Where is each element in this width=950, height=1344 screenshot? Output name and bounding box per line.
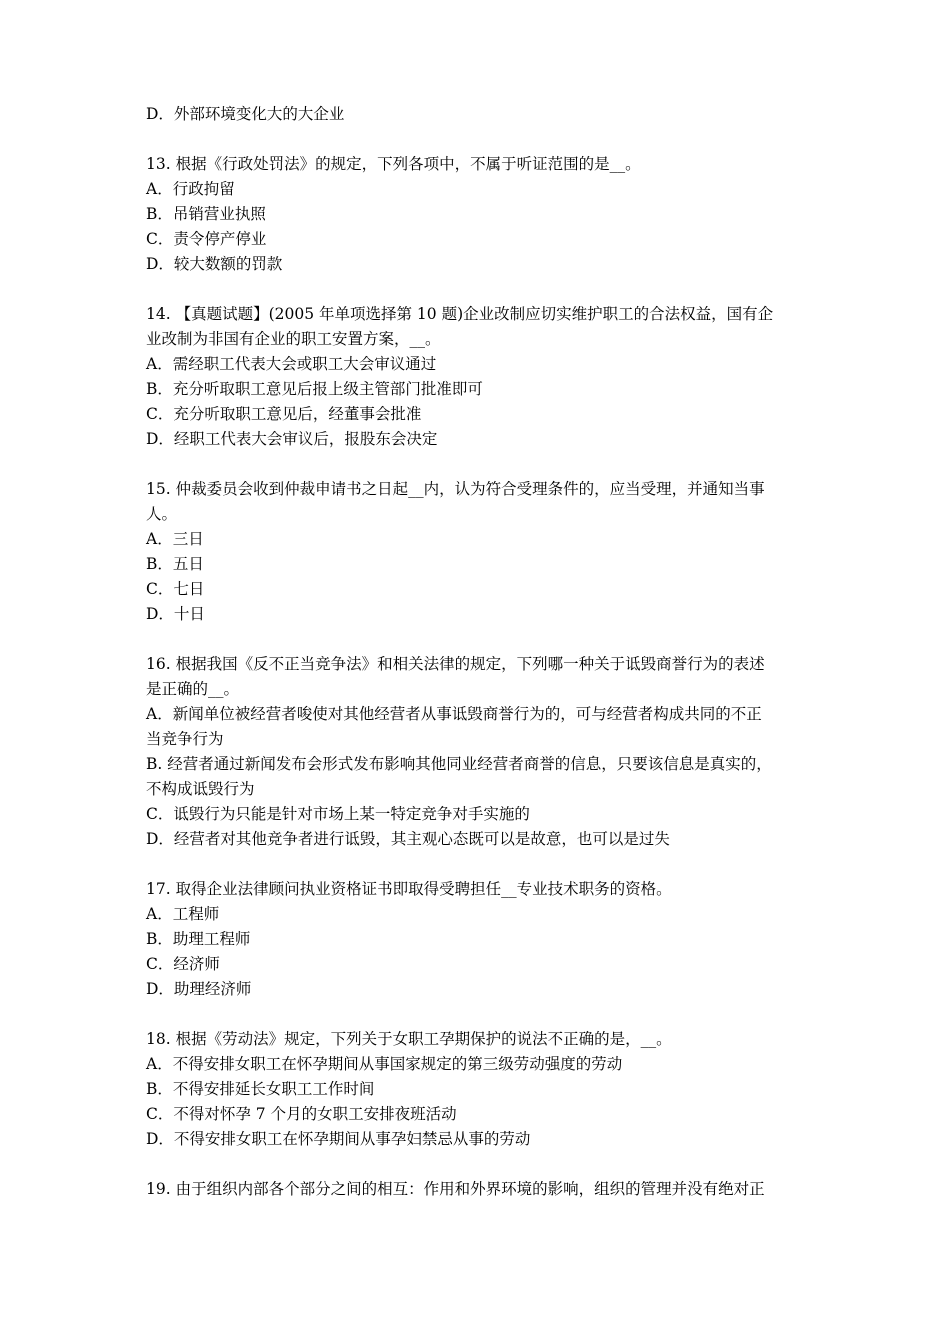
option-a: A．新闻单位被经营者唆使对其他经营者从事诋毁商誉行为的，可与经营者构成共同的不正: [146, 705, 762, 723]
option-c: C．责令停产停业: [146, 230, 267, 248]
option-a: A．工程师: [146, 905, 220, 923]
blank-line: [146, 277, 818, 302]
blank-line: [146, 452, 818, 477]
option-c: C．诋毁行为只能是针对市场上某一特定竞争对手实施的: [146, 805, 530, 823]
question-16-cont: 是正确的__。: [146, 680, 240, 698]
blank-line: [146, 852, 818, 877]
option-d: D．较大数额的罚款: [146, 255, 283, 273]
option-d: D．助理经济师: [146, 980, 252, 998]
option-b: B．助理工程师: [146, 930, 251, 948]
question-17: 17. 取得企业法律顾问执业资格证书即取得受聘担任__专业技术职务的资格。: [146, 880, 672, 898]
option-d: D．经职工代表大会审议后，报股东会决定: [146, 430, 438, 448]
option-b: B．不得安排延长女职工工作时间: [146, 1080, 375, 1098]
blank-line: [146, 1002, 818, 1027]
option-b: B．充分听取职工意见后报上级主管部门批准即可: [146, 380, 483, 398]
question-18: 18. 根据《劳动法》规定，下列关于女职工孕期保护的说法不正确的是，__。: [146, 1030, 672, 1048]
option-d: D．不得安排女职工在怀孕期间从事孕妇禁忌从事的劳动: [146, 1130, 531, 1148]
option-a: A．不得安排女职工在怀孕期间从事国家规定的第三级劳动强度的劳动: [146, 1055, 623, 1073]
option-b: B. 经营者通过新闻发布会形式发布影响其他同业经营者商誉的信息，只要该信息是真实的，: [146, 755, 772, 773]
question-13: 13. 根据《行政处罚法》的规定，下列各项中，不属于听证范围的是__。: [146, 155, 641, 173]
option-c: C．不得对怀孕 7 个月的女职工安排夜班活动: [146, 1105, 457, 1123]
text-line: D．外部环境变化大的大企业: [146, 105, 345, 123]
option-a-cont: 当竞争行为: [146, 730, 224, 748]
option-d: D．十日: [146, 605, 205, 623]
option-d: D．经营者对其他竞争者进行诋毁，其主观心态既可以是故意，也可以是过失: [146, 830, 670, 848]
option-a: A．三日: [146, 530, 204, 548]
option-a: A．行政拘留: [146, 180, 235, 198]
question-14: 14. 【真题试题】(2005 年单项选择第 10 题)企业改制应切实维护职工的合法权益，国有企: [146, 305, 774, 323]
option-a: A．需经职工代表大会或职工大会审议通过: [146, 355, 437, 373]
option-b: B．吊销营业执照: [146, 205, 266, 223]
question-16: 16. 根据我国《反不正当竞争法》和相关法律的规定，下列哪一种关于诋毁商誉行为的表述: [146, 655, 765, 673]
option-b: B．五日: [146, 555, 204, 573]
question-15: 15. 仲裁委员会收到仲裁申请书之日起__内，认为符合受理条件的，应当受理，并通知当事: [146, 480, 765, 498]
option-c: C．七日: [146, 580, 205, 598]
option-c: C．经济师: [146, 955, 220, 973]
question-15-cont: 人。: [146, 505, 178, 523]
blank-line: [146, 127, 818, 152]
blank-line: [146, 1152, 818, 1177]
question-14-cont: 业改制为非国有企业的职工安置方案，__。: [146, 330, 441, 348]
option-c: C．充分听取职工意见后，经董事会批准: [146, 405, 422, 423]
option-b-cont: 不构成诋毁行为: [146, 780, 255, 798]
question-19: 19. 由于组织内部各个部分之间的相互：作用和外界环境的影响，组织的管理并没有绝对正: [146, 1180, 765, 1198]
blank-line: [146, 627, 818, 652]
document-body: [146, 102, 818, 1202]
